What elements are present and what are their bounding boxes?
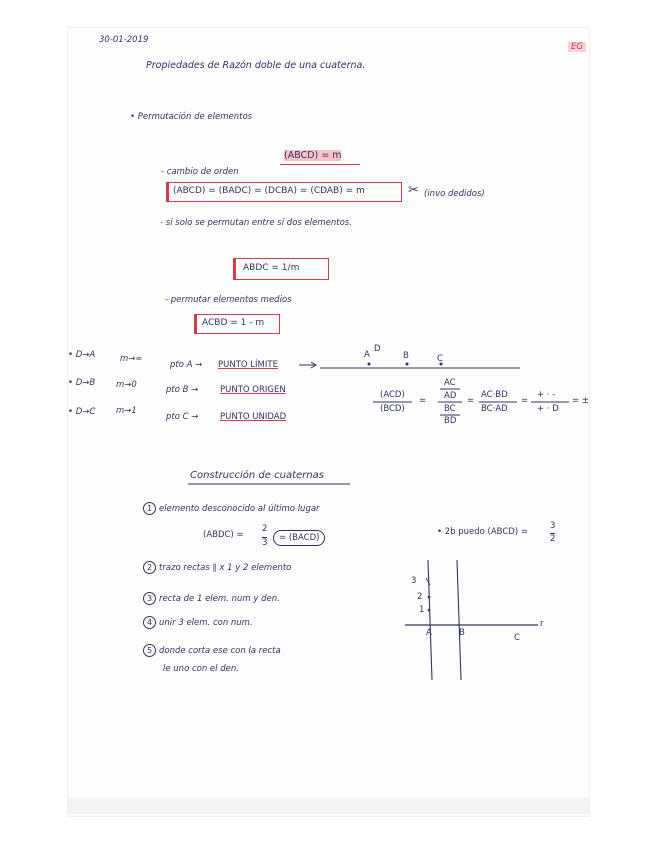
step-5 [143, 644, 281, 657]
ratio-f2-num: AC·BD [481, 390, 508, 400]
step-4 [143, 616, 253, 629]
eq-1: = [419, 396, 427, 406]
step-1-text: elemento desconocido al último lugar [159, 504, 320, 514]
graph-r: r [540, 619, 544, 629]
graph-a: A [426, 628, 432, 638]
step-5-text: donde corta ese con la recta [159, 646, 281, 656]
step-3-text: recta de 1 elem. num y den. [159, 594, 280, 604]
case-2-limit: m→0 [116, 380, 137, 390]
graph-line-1 [428, 560, 432, 680]
signs-den: + · D [537, 404, 559, 414]
label-d: D [374, 344, 381, 354]
punto-unidad: PUNTO UNIDAD [220, 412, 287, 422]
example-frac-den: 3 [262, 538, 268, 548]
case-1-limit: m→∞ [120, 354, 143, 364]
acbd-expression: ACBD = 1 - m [202, 318, 265, 328]
tick-3 [426, 578, 430, 585]
section-title: Construcción de cuaternas [190, 470, 324, 481]
case-1-pto: pto A → [170, 360, 203, 370]
page-title: Propiedades de Razón doble de una cuaterna. [146, 60, 366, 71]
tick-2 [428, 596, 431, 599]
main-expression [284, 150, 341, 161]
eq-2: = [467, 396, 475, 406]
punto-limite: PUNTO LÍMITE [218, 360, 278, 370]
step-2-number: 2 [143, 561, 156, 574]
graph-line-2 [457, 560, 461, 680]
graph-c: C [514, 633, 520, 643]
middle-elements-note: - permutar elementos medios [165, 295, 292, 305]
tick-1 [428, 609, 431, 612]
label-b: B [403, 351, 409, 361]
change-order-note: - cambio de orden [161, 167, 239, 177]
ratio-f1-den-den: BD [444, 416, 457, 426]
point-b [406, 363, 409, 366]
pairs-note: (invo dedidos) [424, 189, 485, 199]
signs-num: + · - [537, 390, 556, 400]
ratio-lhs-num: (ACD) [380, 390, 405, 400]
example-right: • 2b puedo (ABCD) = [437, 527, 528, 537]
case-3-pto: pto C → [166, 412, 199, 422]
case-3-left: • D→C [68, 407, 96, 417]
example-right-num: 3 [550, 521, 556, 531]
date-label: 30-01-2019 [99, 35, 149, 45]
bullet-heading: • Permutación de elementos [130, 112, 253, 122]
corner-tag: EG [568, 42, 586, 52]
example-rhs: = (BACD) [273, 530, 325, 546]
only-two-note: - si solo se permutan entre sí dos elementos. [160, 218, 352, 228]
punto-origen: PUNTO ORIGEN [220, 385, 286, 395]
case-3-limit: m→1 [116, 406, 137, 416]
step-2 [143, 561, 291, 574]
page-smudge [68, 798, 589, 814]
case-2-left: • D→B [68, 378, 96, 388]
label-a: A [364, 350, 370, 360]
ratio-f1-num: AC [444, 378, 456, 388]
step-4-number: 4 [143, 616, 156, 629]
ratio-f2-den: BC·AD [481, 404, 508, 414]
ratio-f1-num-den: AD [444, 391, 457, 401]
abdc-expression: ABDC = 1/m [243, 263, 300, 273]
case-2-pto: pto B → [166, 385, 199, 395]
main-expression-text: (ABCD) = m [284, 150, 342, 161]
equal-chain: (ABCD) = (BADC) = (DCBA) = (CDAB) = m [173, 186, 365, 196]
step-3-number: 3 [143, 592, 156, 605]
scissors-icon: ✂ [408, 183, 419, 198]
step-1-number: 1 [143, 502, 156, 515]
step-3 [143, 592, 280, 605]
example-lhs: (ABDC) = [203, 530, 244, 540]
step-2-text: trazo rectas ∥ x 1 y 2 elemento [159, 563, 292, 573]
step-5-cont: le uno con el den. [163, 664, 239, 674]
label-c: C [437, 354, 443, 364]
step-1 [143, 502, 320, 515]
graph-y3: 3 [411, 576, 417, 586]
graph-b: B [459, 628, 465, 638]
eq-3: = [521, 396, 529, 406]
ratio-lhs-den: (BCD) [380, 404, 405, 414]
step-5-number: 5 [143, 644, 156, 657]
graph-y2: 2 [417, 592, 423, 602]
point-a [368, 363, 371, 366]
ratio-tail: = ± [572, 396, 589, 406]
example-frac-num: 2 [262, 524, 268, 534]
example-right-den: 2 [550, 534, 556, 544]
step-4-text: unir 3 elem. con num. [159, 618, 253, 628]
ratio-f1-den: BC [444, 404, 456, 414]
graph-y1: 1 [419, 605, 425, 615]
case-1-left: • D→A [68, 350, 96, 360]
